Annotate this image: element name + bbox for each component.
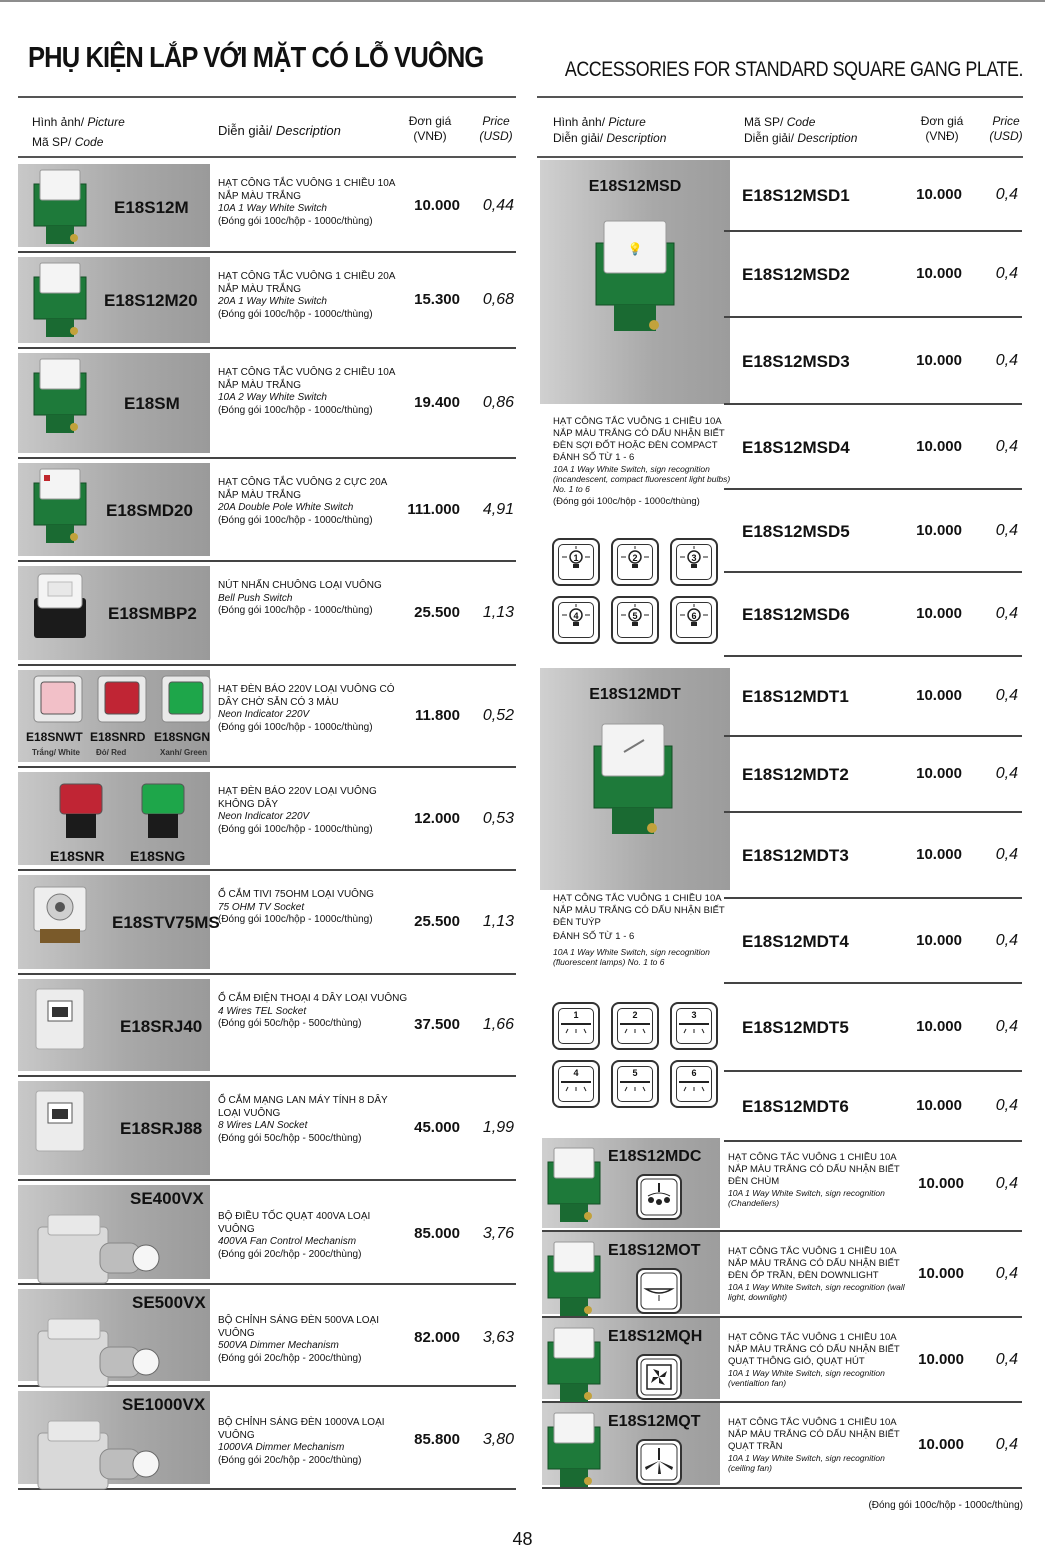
price-usd: 1,13: [482, 913, 514, 930]
tube-lamp-sign-icon: [670, 1002, 718, 1050]
price-usd: 0,4: [995, 932, 1018, 949]
product-image: [34, 1413, 164, 1497]
group-msd-switch-image: [590, 215, 680, 340]
product-row: [542, 1318, 1022, 1403]
description-vn: BỘ CHỈNH SÁNG ĐÈN 1000VA LOẠI VUÔNG: [218, 1417, 385, 1441]
price-usd: 1,66: [482, 1016, 514, 1033]
product-row: [18, 349, 516, 459]
price-vnd: 19.400: [414, 394, 460, 411]
indicator-color: Xanh/ Green: [160, 748, 208, 757]
price-vnd: 10.000: [916, 1018, 962, 1035]
price-usd: 0,4: [995, 846, 1018, 863]
left-header-vnd: Đơn giá (VNĐ): [408, 114, 452, 143]
product-row: [724, 318, 1022, 405]
description-packing: (Đóng gói 100c/hộp - 1000c/thùng): [218, 404, 373, 416]
price-vnd: 10.000: [916, 765, 962, 782]
product-code: E18SMD20: [106, 501, 193, 520]
price-vnd: 85.800: [414, 1431, 460, 1448]
tube-icon: [611, 1002, 659, 1050]
price-usd: 3,80: [482, 1431, 514, 1448]
description-en: 10A 1 Way White Switch, sign recognition (ceiling fan): [728, 1453, 885, 1473]
product-row: [542, 1138, 1022, 1232]
group-mdt-title: E18S12MDT: [589, 686, 681, 703]
product-description: [728, 1152, 908, 1208]
product-image: [30, 259, 92, 343]
right-header-usd: Price (USD): [989, 114, 1023, 143]
product-code: E18S12MQH: [608, 1328, 703, 1345]
description-packing: (Đóng gói 100c/hộp - 1000c/thùng): [218, 721, 373, 733]
price-usd: 0,4: [995, 522, 1018, 539]
icon-number: 6: [691, 1068, 697, 1078]
price-usd: 0,68: [482, 291, 514, 308]
description-vn: Ổ CẮM MẠNG LAN MÁY TÍNH 8 DÂY LOẠI VUÔNG: [218, 1095, 388, 1119]
description-vn: HẠT CÔNG TẮC VUÔNG 2 CỰC 20A NẮP MÀU TRẮNG: [218, 477, 387, 501]
price-vnd: 10.000: [916, 687, 962, 704]
product-code: E18SRJ88: [120, 1119, 203, 1138]
price-vnd: 85.000: [414, 1225, 460, 1242]
svg-text:💡: 💡: [627, 242, 643, 256]
product-image: [34, 1311, 164, 1395]
product-image: [30, 355, 92, 439]
product-code: E18S12MDT1: [742, 687, 849, 706]
price-vnd: 82.000: [414, 1329, 460, 1346]
description-vn: Ổ CẮM ĐIỆN THOẠI 4 DÂY LOẠI VUÔNG: [218, 993, 408, 1004]
product-code: E18S12MSD1: [742, 186, 850, 205]
price-vnd: 10.000: [916, 352, 962, 369]
description-packing: (Đóng gói 100c/hộp - 1000c/thùng): [218, 215, 373, 227]
product-row: [18, 1285, 516, 1387]
tube-icon: [611, 1060, 659, 1108]
description-en: Neon Indicator 220V: [218, 811, 310, 822]
icon-number: 2: [632, 553, 638, 563]
price-vnd: 10.000: [916, 522, 962, 539]
description-en: 20A Double Pole White Switch: [218, 502, 354, 513]
price-vnd: 10.000: [918, 1265, 964, 1282]
description-packing: (Đóng gói 100c/hộp - 1000c/thùng): [218, 605, 373, 616]
tube-icon: [552, 1002, 600, 1050]
top-border: [0, 0, 1045, 2]
description-en: 75 OHM TV Socket: [218, 901, 305, 913]
product-row: [18, 253, 516, 349]
indicator-lamp-icon: [138, 780, 188, 842]
icon-number: 6: [691, 611, 697, 621]
price-vnd: 10.000: [414, 197, 460, 214]
indicator-code: E18SNWT: [26, 730, 83, 744]
price-usd: 0,4: [995, 687, 1018, 704]
ceiling-light-sign-icon: [636, 1268, 682, 1314]
bulb-sign-icon: [611, 596, 659, 644]
bulb-icon: [670, 596, 718, 644]
icon-number: 5: [632, 611, 638, 621]
price-usd: 0,4: [995, 1351, 1018, 1368]
price-usd: 0,4: [995, 1175, 1018, 1192]
product-row: [724, 737, 1022, 813]
right-header-rule: [537, 96, 1023, 98]
left-header-usd: Price (USD): [479, 114, 513, 143]
product-code: E18STV75MS: [112, 913, 220, 932]
product-code: E18S12MDC: [608, 1148, 702, 1165]
bulb-sign-icon: [552, 596, 600, 644]
indicator-lamp-icon: [160, 674, 212, 724]
product-code: E18S12MSD5: [742, 522, 850, 541]
description-vn: HẠT ĐÈN BÁO 220V LOẠI VUÔNG CÓ DÂY CHỜ SẴN CÓ 3 MÀU: [218, 684, 395, 708]
product-row: [18, 562, 516, 666]
group-msd-title: E18S12MSD: [588, 178, 682, 195]
page-title-en: ACCESSORIES FOR STANDARD SQUARE GANG PLATE.: [564, 58, 1023, 81]
description-packing: (Đóng gói 20c/hộp - 200c/thùng): [218, 1248, 362, 1260]
product-row: [18, 1077, 516, 1181]
product-image: [544, 1324, 606, 1408]
icon-number: 3: [691, 553, 697, 563]
description-vn: NÚT NHẤN CHUÔNG LOẠI VUÔNG: [218, 580, 382, 591]
product-code: E18S12M: [114, 198, 189, 217]
right-header-desc2: Diễn giải/ Description: [744, 131, 858, 145]
indicator-lamp-icon: [96, 674, 148, 724]
price-usd: 0,4: [995, 1018, 1018, 1035]
price-vnd: 10.000: [918, 1436, 964, 1453]
description-en: Neon Indicator 220V: [218, 709, 310, 720]
product-code: E18S12MSD3: [742, 352, 850, 371]
icon-number: 2: [632, 1010, 638, 1020]
price-vnd: 15.300: [414, 291, 460, 308]
bulb-sign-icon: [552, 538, 600, 586]
description-en: 4 Wires TEL Socket: [218, 1005, 307, 1017]
product-image: [30, 166, 92, 250]
product-row: [724, 490, 1022, 573]
left-header-code: Mã SP/ Code: [32, 135, 104, 149]
description-en: 500VA Dimmer Mechanism: [218, 1340, 339, 1351]
group-mdt-switch-image: [588, 718, 678, 843]
chandelier-sign-icon: [636, 1174, 682, 1220]
description-vn: HẠT CÔNG TẮC VUÔNG 1 CHIỀU 10A NẮP MÀU TRẮNG CÓ DẤU NHẬN BIẾT ĐÈN ỐP TRẦN, ĐÈN DOWNLIGHT: [728, 1246, 900, 1281]
product-code: E18S12MSD4: [742, 438, 850, 457]
price-usd: 0,4: [995, 1097, 1018, 1114]
description-vn: HẠT CÔNG TẮC VUÔNG 1 CHIỀU 10A NẮP MÀU TRẮNG CÓ DẤU NHẬN BIẾT ĐÈN CHÙM: [728, 1152, 900, 1187]
price-usd: 3,76: [482, 1225, 514, 1242]
product-row: [724, 1072, 1022, 1142]
price-vnd: 10.000: [916, 846, 962, 863]
price-vnd: 11.800: [414, 707, 460, 724]
product-code: E18S12MDT2: [742, 765, 849, 784]
bulb-sign-icon: [670, 538, 718, 586]
description-packing: (Đóng gói 20c/hộp - 200c/thùng): [218, 1454, 362, 1466]
product-code: SE500VX: [132, 1293, 206, 1312]
price-vnd: 111.000: [407, 501, 460, 518]
price-usd: 1,13: [482, 604, 514, 621]
product-image: [544, 1144, 606, 1228]
description-packing: (Đóng gói 20c/hộp - 200c/thùng): [218, 1352, 362, 1364]
product-image: [30, 465, 92, 549]
tube-lamp-sign-icon: [552, 1060, 600, 1108]
description-en: 8 Wires LAN Socket: [218, 1120, 308, 1131]
product-code: E18S12MDT5: [742, 1018, 849, 1037]
product-row: [18, 459, 516, 562]
product-image: [30, 981, 92, 1065]
description-en: 10A 1 Way White Switch, sign recognition (ventialtion fan): [728, 1368, 885, 1388]
description-en: 10A 1 Way White Switch, sign recognition (Chandeliers): [728, 1188, 885, 1208]
indicator-code: E18SNG: [130, 848, 186, 864]
product-description: [728, 1246, 908, 1302]
product-code: E18SMBP2: [108, 604, 197, 623]
product-row: [724, 984, 1022, 1072]
description-en: 20A 1 Way White Switch: [218, 296, 327, 307]
price-vnd: 25.500: [414, 604, 460, 621]
icon-number: 4: [573, 1068, 579, 1078]
product-row: [18, 666, 516, 768]
right-header-desc: Diễn giải/ Description: [553, 131, 667, 145]
footnote-packing: (Đóng gói 100c/hộp - 1000c/thùng): [868, 1500, 1023, 1511]
icon-number: 1: [573, 1010, 579, 1020]
price-usd: 0,4: [995, 1436, 1018, 1453]
product-row: [18, 871, 516, 975]
description-packing: (Đóng gói 50c/hộp - 500c/thùng): [218, 1132, 362, 1144]
product-code: SE1000VX: [122, 1395, 206, 1414]
description-packing: (Đóng gói 50c/hộp - 500c/thùng): [218, 1018, 362, 1029]
product-code: E18S12MSD6: [742, 605, 850, 624]
description-en: 1000VA Dimmer Mechanism: [218, 1442, 345, 1453]
indicator-code: E18SNGN: [154, 730, 211, 744]
product-code: E18S12MDT3: [742, 846, 849, 865]
product-row: [724, 657, 1022, 737]
ventilation-fan-sign-icon: [636, 1354, 682, 1400]
product-row: [542, 1232, 1022, 1318]
bulb-icon: [670, 538, 718, 586]
price-vnd: 37.500: [414, 1016, 460, 1033]
price-vnd: 45.000: [414, 1119, 460, 1136]
price-vnd: 10.000: [916, 265, 962, 282]
icon-number: 5: [632, 1068, 638, 1078]
description-packing: (Đóng gói 100c/hộp - 1000c/thùng): [218, 823, 373, 835]
bulb-icon: [552, 538, 600, 586]
price-usd: 0,4: [995, 438, 1018, 455]
price-usd: 0,53: [482, 810, 514, 827]
group-mdt-description: HẠT CÔNG TẮC VUÔNG 1 CHIỀU 10A NẮP MÀU TRẮNG CÓ DẤU NHẬN BIẾT ĐÈN TUÝP ĐÁNH SỐ TỪ 1 - 6 10A 1 Way White Switch, sign recognition (fluorescent lamps) No. 1 to 6: [553, 893, 725, 967]
product-code: E18S12M20: [104, 291, 198, 310]
product-code: E18SRJ40: [120, 1017, 203, 1036]
product-code: E18S12MOT: [608, 1242, 701, 1259]
bulb-icon: [611, 596, 659, 644]
left-header-bottom-rule: [18, 156, 516, 158]
product-row: [18, 975, 516, 1077]
description-vn: HẠT CÔNG TẮC VUÔNG 1 CHIỀU 10A NẮP MÀU TRẮNG CÓ DẤU NHẬN BIẾT QUẠT TRẦN: [728, 1417, 900, 1452]
product-row: [18, 160, 516, 253]
description-vn: Ổ CẮM TIVI 75OHM LOẠI VUÔNG: [218, 889, 374, 900]
description-en: 10A 2 Way White Switch: [218, 392, 327, 403]
tube-icon: [670, 1060, 718, 1108]
product-code: E18SM: [124, 394, 180, 413]
price-usd: 0,86: [482, 394, 514, 411]
tube-lamp-sign-icon: [611, 1002, 659, 1050]
price-usd: 0,4: [995, 265, 1018, 282]
price-usd: 0,4: [995, 1265, 1018, 1282]
page-title-vn: PHỤ KIỆN LẮP VỚI MẶT CÓ LỖ VUÔNG: [28, 42, 484, 74]
price-vnd: 25.500: [414, 913, 460, 930]
product-row: [724, 405, 1022, 490]
product-image: [544, 1409, 606, 1493]
indicator-lamp-icon: [32, 674, 84, 724]
indicator-code: E18SNR: [50, 848, 105, 864]
left-header-rule: [18, 96, 516, 98]
product-description: [728, 1417, 908, 1473]
description-packing: (Đóng gói 100c/hộp - 1000c/thùng): [218, 914, 373, 925]
product-description: [728, 1332, 908, 1388]
price-usd: 0,4: [995, 186, 1018, 203]
price-usd: 1,99: [482, 1119, 514, 1136]
product-image: [34, 1207, 164, 1291]
description-en: 400VA Fan Control Mechanism: [218, 1236, 357, 1247]
right-header-vnd: Đơn giá (VNĐ): [920, 114, 964, 143]
ceiling-fan-sign-icon: [636, 1439, 682, 1485]
description-vn: HẠT CÔNG TẮC VUÔNG 2 CHIỀU 10A NẮP MÀU TRẮNG: [218, 367, 395, 391]
price-usd: 3,63: [482, 1329, 514, 1346]
price-vnd: 10.000: [916, 932, 962, 949]
icon-number: 4: [573, 611, 579, 621]
product-image: [30, 1083, 92, 1167]
product-code: E18S12MDT4: [742, 932, 849, 951]
tube-lamp-sign-icon: [670, 1060, 718, 1108]
product-code: E18S12MSD2: [742, 265, 850, 284]
indicator-lamp-icon: [56, 780, 106, 842]
bulb-sign-icon: [670, 596, 718, 644]
tube-icon: [670, 1002, 718, 1050]
price-usd: 0,52: [482, 707, 514, 724]
price-usd: 4,91: [482, 501, 514, 518]
description-en: 10A 1 Way White Switch: [218, 203, 327, 214]
bulb-icon: [611, 538, 659, 586]
tube-lamp-sign-icon: [552, 1002, 600, 1050]
product-row: [724, 160, 1022, 232]
price-usd: 0,4: [995, 765, 1018, 782]
price-usd: 0,44: [482, 197, 514, 214]
product-row: [18, 768, 516, 871]
product-code: SE400VX: [130, 1189, 204, 1208]
description-vn: HẠT CÔNG TẮC VUÔNG 1 CHIỀU 20A NẮP MÀU TRẮNG: [218, 271, 395, 295]
description-en: Bell Push Switch: [218, 592, 293, 604]
bulb-icon: [552, 596, 600, 644]
product-code: E18S12MQT: [608, 1413, 701, 1430]
right-header-picture: Hình ảnh/ Picture: [553, 115, 646, 129]
description-en: 10A 1 Way White Switch, sign recognition (wall light, downlight): [728, 1282, 905, 1302]
bulb-sign-icon: [611, 538, 659, 586]
description-vn: HẠT CÔNG TẮC VUÔNG 1 CHIỀU 10A NẮP MÀU TRẮNG CÓ DẤU NHẬN BIẾT QUẠT THÔNG GIÓ, QUẠT HÚT: [728, 1332, 900, 1367]
product-row: [18, 1181, 516, 1285]
product-row: [724, 813, 1022, 899]
price-vnd: 10.000: [918, 1175, 964, 1192]
tube-lamp-sign-icon: [611, 1060, 659, 1108]
icon-number: 1: [573, 553, 579, 563]
left-header-picture: Hình ảnh/ Picture: [32, 115, 125, 129]
icon-number: 3: [691, 1010, 697, 1020]
product-row: [18, 1387, 516, 1490]
description-packing: (Đóng gói 100c/hộp - 1000c/thùng): [218, 514, 373, 526]
price-vnd: 10.000: [916, 1097, 962, 1114]
price-vnd: 12.000: [414, 810, 460, 827]
tube-icon: [552, 1060, 600, 1108]
right-header-code: Mã SP/ Code: [744, 115, 816, 129]
price-vnd: 10.000: [916, 438, 962, 455]
indicator-code: E18SNRD: [90, 730, 146, 744]
product-row: [542, 1403, 1022, 1489]
product-image: [30, 877, 92, 961]
page-number: 48: [512, 1529, 533, 1549]
description-vn: HẠT CÔNG TẮC VUÔNG 1 CHIỀU 10A NẮP MÀU TRẮNG: [218, 178, 395, 202]
left-header-desc: Diễn giải/ Description: [218, 123, 341, 138]
product-image: [30, 568, 92, 652]
product-image: [544, 1238, 606, 1322]
description-vn: BỘ CHỈNH SÁNG ĐÈN 500VA LOẠI VUÔNG: [218, 1315, 379, 1339]
price-usd: 0,4: [995, 352, 1018, 369]
price-vnd: 10.000: [918, 1351, 964, 1368]
group-msd-description: HẠT CÔNG TẮC VUÔNG 1 CHIỀU 10A NẮP MÀU TRẮNG CÓ DẤU NHẬN BIẾT ĐÈN SỢI ĐỐT HOẶC ĐÈN COMPACT ĐÁNH SỐ TỪ 1 - 6 10A 1 Way White Switch, sign recognition (incandescent, compact fluorescent light bulbs) No. 1 to 6 (Đóng gói 100c/hộp - 1000c/thùng): [553, 416, 731, 507]
product-row: [724, 899, 1022, 984]
product-code: E18S12MDT6: [742, 1097, 849, 1116]
right-header-bottom-rule: [537, 156, 1023, 158]
product-row: [724, 232, 1022, 318]
product-row: [724, 573, 1022, 657]
price-vnd: 10.000: [916, 605, 962, 622]
indicator-color: Trắng/ White: [32, 748, 80, 757]
description-vn: BỘ ĐIỀU TỐC QUẠT 400VA LOẠI VUÔNG: [218, 1211, 371, 1235]
description-vn: HẠT ĐÈN BÁO 220V LOẠI VUÔNG KHÔNG DÂY: [218, 786, 377, 810]
price-usd: 0,4: [995, 605, 1018, 622]
indicator-color: Đỏ/ Red: [96, 748, 127, 757]
price-vnd: 10.000: [916, 186, 962, 203]
description-packing: (Đóng gói 100c/hộp - 1000c/thùng): [218, 308, 373, 320]
